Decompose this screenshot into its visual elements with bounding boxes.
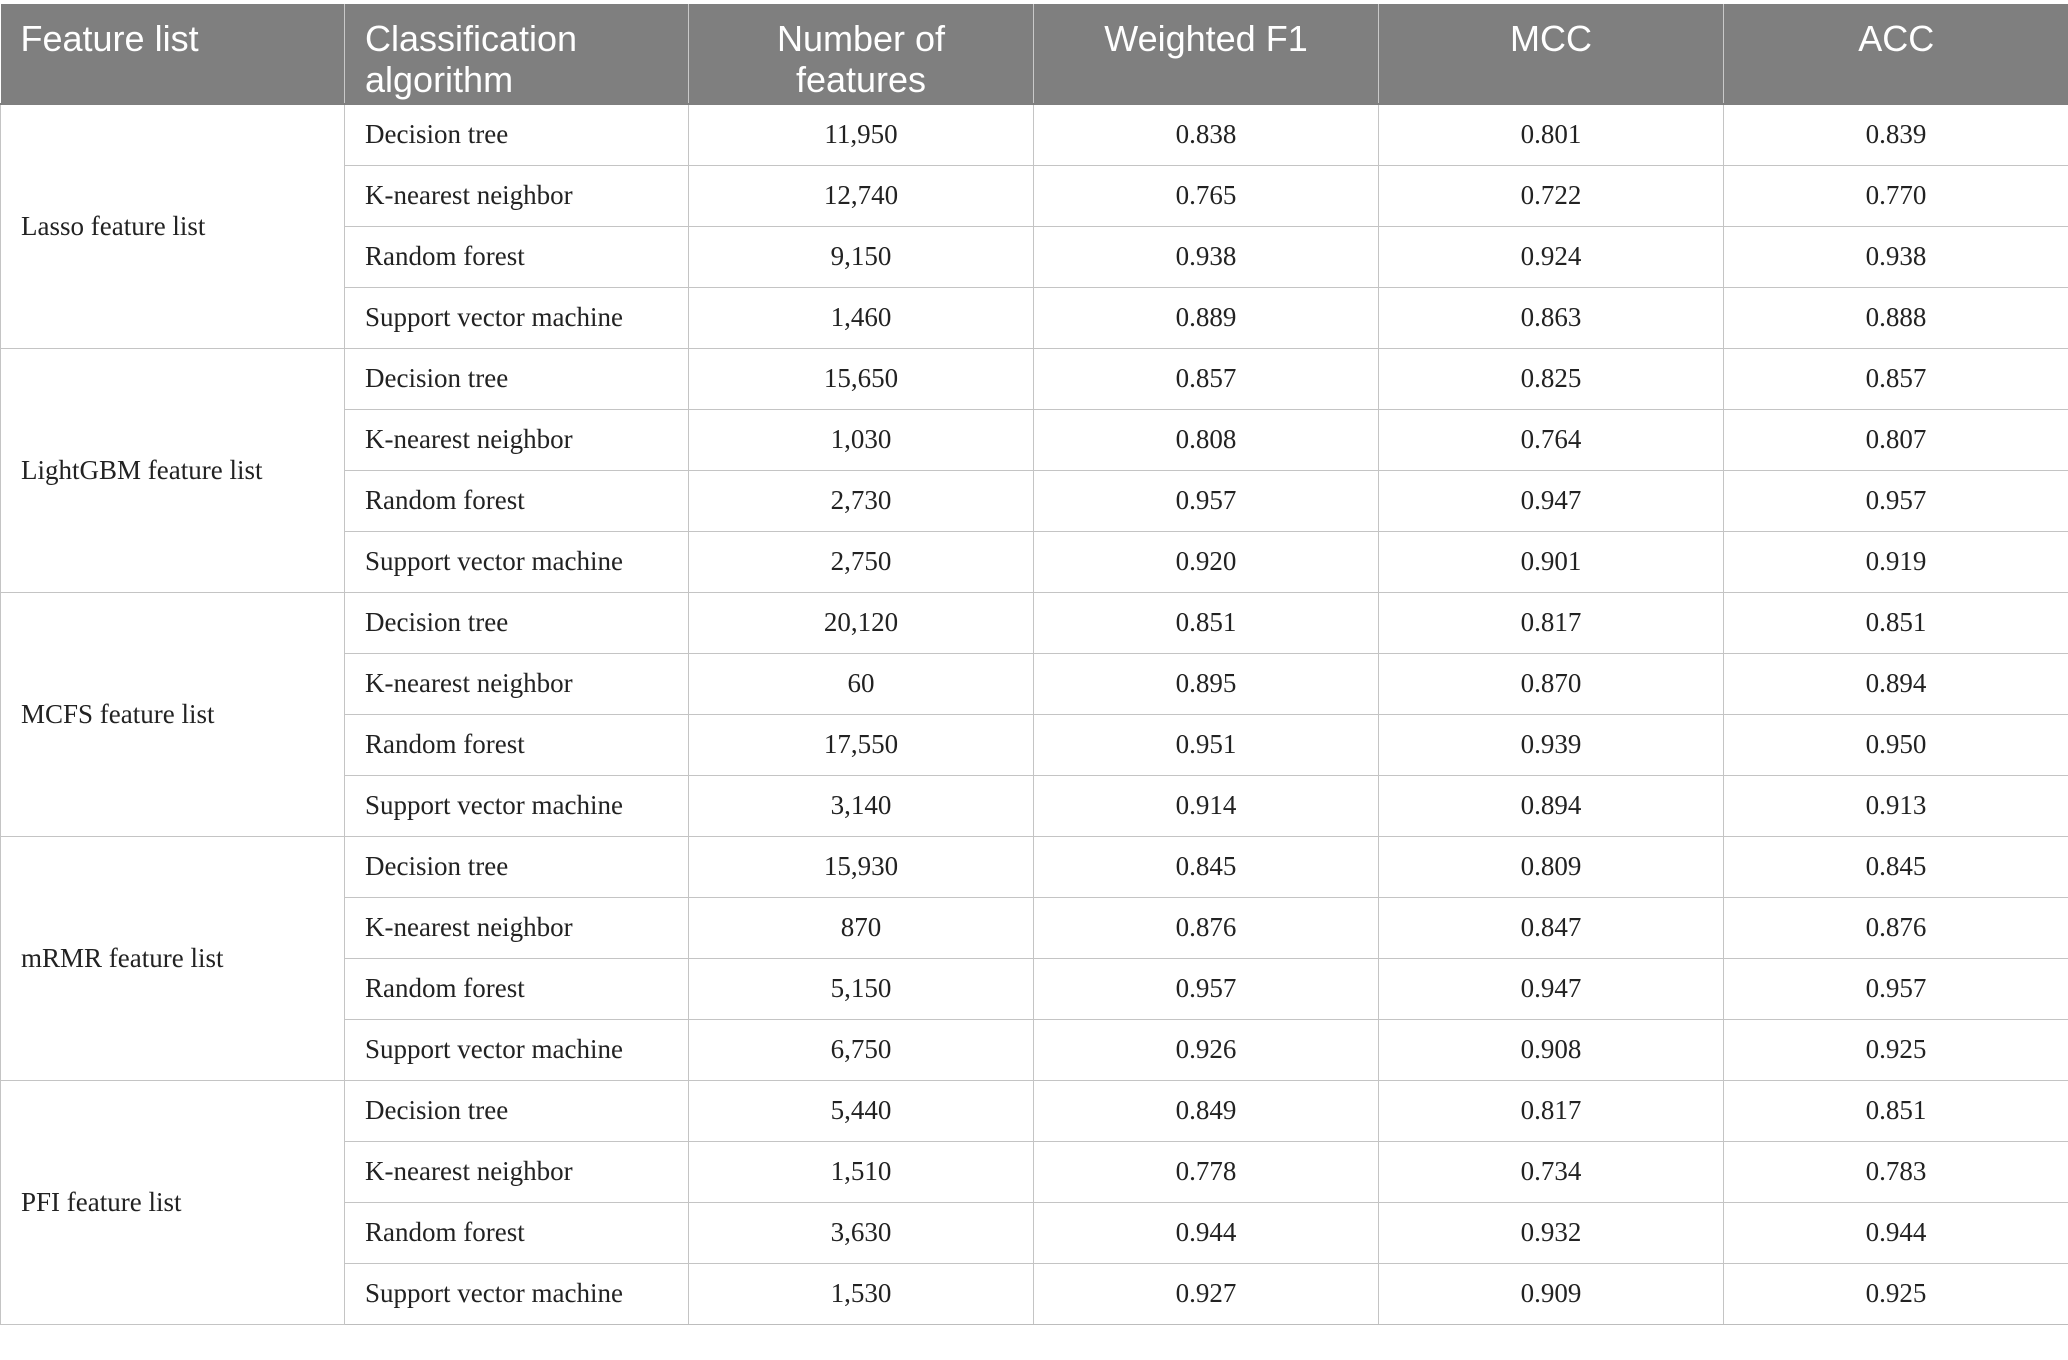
acc-cell: 0.770: [1724, 165, 2068, 226]
acc-cell: 0.913: [1724, 775, 2068, 836]
weighted-f1-cell: 0.914: [1034, 775, 1379, 836]
acc-cell: 0.938: [1724, 226, 2068, 287]
mcc-cell: 0.809: [1379, 836, 1724, 897]
algorithm-cell: Decision tree: [345, 348, 689, 409]
header-row: [1, 4, 2068, 104]
number-of-features-cell: 3,140: [689, 775, 1034, 836]
number-of-features-cell: 2,750: [689, 531, 1034, 592]
algorithm-cell: K-nearest neighbor: [345, 1141, 689, 1202]
mcc-cell: 0.908: [1379, 1019, 1724, 1080]
algorithm-cell: Random forest: [345, 714, 689, 775]
number-of-features-cell: 11,950: [689, 104, 1034, 165]
mcc-cell: 0.817: [1379, 592, 1724, 653]
algorithm-cell: Decision tree: [345, 592, 689, 653]
table-row: [1, 836, 2068, 897]
acc-cell: 0.876: [1724, 897, 2068, 958]
mcc-cell: 0.909: [1379, 1263, 1724, 1324]
mcc-cell: 0.825: [1379, 348, 1724, 409]
weighted-f1-cell: 0.778: [1034, 1141, 1379, 1202]
weighted-f1-cell: 0.889: [1034, 287, 1379, 348]
mcc-cell: 0.722: [1379, 165, 1724, 226]
algorithm-cell: Decision tree: [345, 1080, 689, 1141]
mcc-cell: 0.817: [1379, 1080, 1724, 1141]
number-of-features-cell: 2,730: [689, 470, 1034, 531]
number-of-features-cell: 15,650: [689, 348, 1034, 409]
number-of-features-cell: 17,550: [689, 714, 1034, 775]
weighted-f1-cell: 0.944: [1034, 1202, 1379, 1263]
mcc-cell: 0.863: [1379, 287, 1724, 348]
weighted-f1-cell: 0.851: [1034, 592, 1379, 653]
algorithm-cell: K-nearest neighbor: [345, 409, 689, 470]
number-of-features-cell: 6,750: [689, 1019, 1034, 1080]
algorithm-cell: Random forest: [345, 470, 689, 531]
number-of-features-cell: 3,630: [689, 1202, 1034, 1263]
number-of-features-cell: 12,740: [689, 165, 1034, 226]
number-of-features-cell: 5,150: [689, 958, 1034, 1019]
acc-cell: 0.839: [1724, 104, 2068, 165]
table-row: [1, 1080, 2068, 1141]
weighted-f1-cell: 0.876: [1034, 897, 1379, 958]
number-of-features-cell: 9,150: [689, 226, 1034, 287]
weighted-f1-cell: 0.857: [1034, 348, 1379, 409]
acc-cell: 0.845: [1724, 836, 2068, 897]
algorithm-cell: Decision tree: [345, 836, 689, 897]
weighted-f1-cell: 0.957: [1034, 470, 1379, 531]
algorithm-cell: Random forest: [345, 1202, 689, 1263]
mcc-cell: 0.947: [1379, 958, 1724, 1019]
acc-cell: 0.950: [1724, 714, 2068, 775]
acc-cell: 0.783: [1724, 1141, 2068, 1202]
number-of-features-cell: 1,460: [689, 287, 1034, 348]
mcc-cell: 0.901: [1379, 531, 1724, 592]
algorithm-cell: Decision tree: [345, 104, 689, 165]
weighted-f1-cell: 0.938: [1034, 226, 1379, 287]
mcc-cell: 0.870: [1379, 653, 1724, 714]
number-of-features-cell: 15,930: [689, 836, 1034, 897]
mcc-cell: 0.801: [1379, 104, 1724, 165]
algorithm-cell: K-nearest neighbor: [345, 653, 689, 714]
acc-cell: 0.894: [1724, 653, 2068, 714]
header-weighted-f1: Weighted F1: [1034, 4, 1379, 104]
table-header: [1, 4, 2068, 104]
acc-cell: 0.888: [1724, 287, 2068, 348]
acc-cell: 0.807: [1724, 409, 2068, 470]
weighted-f1-cell: 0.849: [1034, 1080, 1379, 1141]
acc-cell: 0.944: [1724, 1202, 2068, 1263]
weighted-f1-cell: 0.920: [1034, 531, 1379, 592]
table-row: [1, 592, 2068, 653]
mcc-cell: 0.924: [1379, 226, 1724, 287]
weighted-f1-cell: 0.951: [1034, 714, 1379, 775]
algorithm-cell: Support vector machine: [345, 531, 689, 592]
header-classification-algorithm: Classification algorithm: [345, 4, 689, 104]
acc-cell: 0.925: [1724, 1263, 2068, 1324]
number-of-features-cell: 1,530: [689, 1263, 1034, 1324]
feature-list-group-cell: LightGBM feature list: [1, 348, 345, 592]
weighted-f1-cell: 0.957: [1034, 958, 1379, 1019]
acc-cell: 0.957: [1724, 958, 2068, 1019]
header-feature-list: Feature list: [1, 4, 345, 104]
feature-list-group-cell: Lasso feature list: [1, 104, 345, 348]
header-acc: ACC: [1724, 4, 2068, 104]
header-number-of-features: Number of features: [689, 4, 1034, 104]
mcc-cell: 0.764: [1379, 409, 1724, 470]
number-of-features-cell: 1,030: [689, 409, 1034, 470]
acc-cell: 0.919: [1724, 531, 2068, 592]
weighted-f1-cell: 0.845: [1034, 836, 1379, 897]
acc-cell: 0.957: [1724, 470, 2068, 531]
mcc-cell: 0.947: [1379, 470, 1724, 531]
acc-cell: 0.857: [1724, 348, 2068, 409]
acc-cell: 0.851: [1724, 592, 2068, 653]
algorithm-cell: K-nearest neighbor: [345, 165, 689, 226]
number-of-features-cell: 870: [689, 897, 1034, 958]
weighted-f1-cell: 0.765: [1034, 165, 1379, 226]
mcc-cell: 0.894: [1379, 775, 1724, 836]
algorithm-cell: Support vector machine: [345, 287, 689, 348]
algorithm-cell: Support vector machine: [345, 1263, 689, 1324]
number-of-features-cell: 60: [689, 653, 1034, 714]
weighted-f1-cell: 0.926: [1034, 1019, 1379, 1080]
weighted-f1-cell: 0.895: [1034, 653, 1379, 714]
algorithm-cell: K-nearest neighbor: [345, 897, 689, 958]
algorithm-cell: Support vector machine: [345, 1019, 689, 1080]
weighted-f1-cell: 0.838: [1034, 104, 1379, 165]
header-mcc: MCC: [1379, 4, 1724, 104]
weighted-f1-cell: 0.927: [1034, 1263, 1379, 1324]
weighted-f1-cell: 0.808: [1034, 409, 1379, 470]
table-row: [1, 104, 2068, 165]
number-of-features-cell: 5,440: [689, 1080, 1034, 1141]
feature-list-group-cell: MCFS feature list: [1, 592, 345, 836]
mcc-cell: 0.932: [1379, 1202, 1724, 1263]
table-row: [1, 348, 2068, 409]
results-table: [0, 4, 2068, 1325]
algorithm-cell: Random forest: [345, 958, 689, 1019]
table-body: [1, 104, 2068, 1324]
algorithm-cell: Random forest: [345, 226, 689, 287]
acc-cell: 0.925: [1724, 1019, 2068, 1080]
mcc-cell: 0.847: [1379, 897, 1724, 958]
feature-list-group-cell: mRMR feature list: [1, 836, 345, 1080]
mcc-cell: 0.734: [1379, 1141, 1724, 1202]
algorithm-cell: Support vector machine: [345, 775, 689, 836]
acc-cell: 0.851: [1724, 1080, 2068, 1141]
number-of-features-cell: 20,120: [689, 592, 1034, 653]
mcc-cell: 0.939: [1379, 714, 1724, 775]
feature-list-group-cell: PFI feature list: [1, 1080, 345, 1324]
number-of-features-cell: 1,510: [689, 1141, 1034, 1202]
